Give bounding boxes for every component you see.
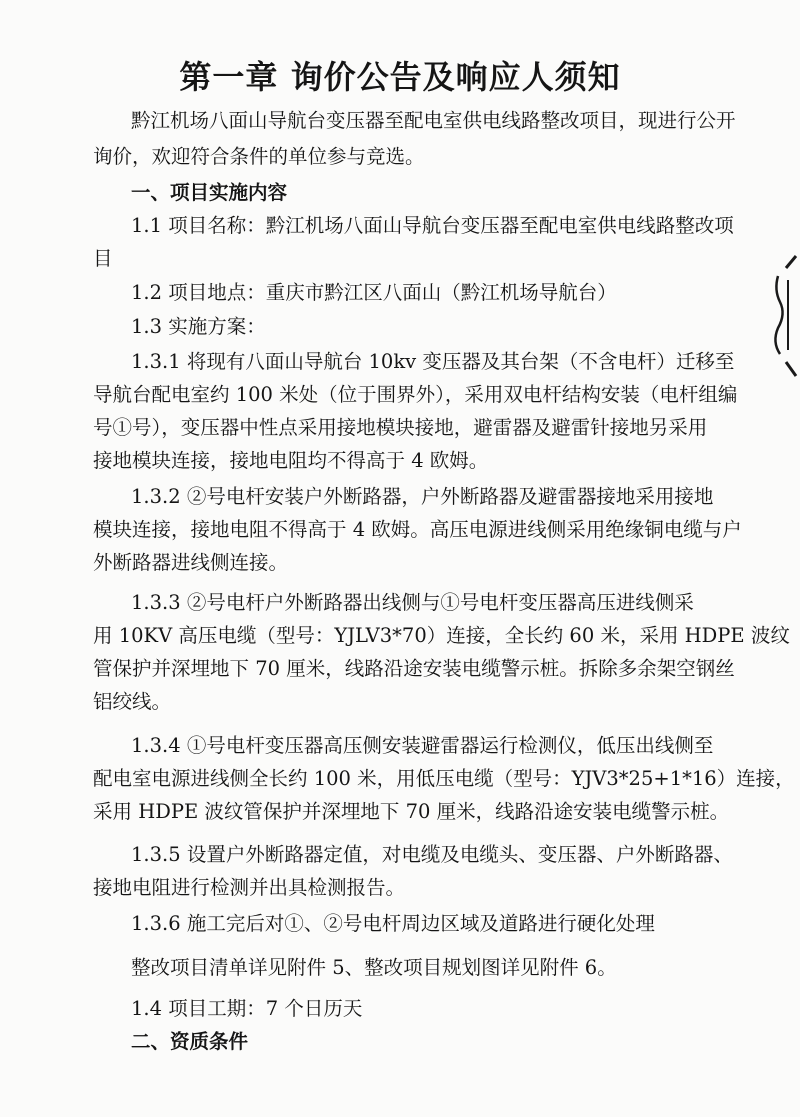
section-heading-1: 一、项目实施内容 xyxy=(131,181,288,204)
bleed-through-shape xyxy=(766,250,800,380)
item-1-3: 1.3 实施方案： xyxy=(131,315,266,338)
item-1-3-3-line-3: 管保护并深埋地下 70 厘米，线路沿途安装电缆警示桩。拆除多余架空钢丝 xyxy=(93,657,735,680)
item-1-2: 1.2 项目地点：重庆市黔江区八面山（黔江机场导航台） xyxy=(131,281,617,304)
item-1-3-4-line-2: 配电室电源进线侧全长约 100 米，用低压电缆（型号：YJV3*25+1*16）连接， xyxy=(93,767,795,790)
item-1-3-1-line-1: 1.3.1 将现有八面山导航台 10kv 变压器及其台架（不含电杆）迁移至 xyxy=(131,350,735,373)
intro-line-1: 黔江机场八面山导航台变压器至配电室供电线路整改项目，现进行公开 xyxy=(131,109,736,132)
item-1-3-4-line-3: 采用 HDPE 波纹管保护并深埋地下 70 厘米，线路沿途安装电缆警示桩。 xyxy=(93,800,730,823)
section-heading-2: 二、资质条件 xyxy=(131,1030,249,1053)
item-1-3-6: 1.3.6 施工完后对①、②号电杆周边区域及道路进行硬化处理 xyxy=(131,912,655,935)
bleed-through-mark xyxy=(766,250,800,380)
item-1-3-2-line-2: 模块连接，接地电阻不得高于 4 欧姆。高压电源进线侧采用绝缘铜电缆与户 xyxy=(93,518,742,541)
item-1-4: 1.4 项目工期：7 个日历天 xyxy=(131,997,363,1020)
chapter-title: 第一章 询价公告及响应人须知 xyxy=(179,58,621,96)
item-1-3-1-line-4: 接地模块连接，接地电阻均不得高于 4 欧姆。 xyxy=(93,449,489,472)
item-1-3-3-line-4: 铝绞线。 xyxy=(93,690,172,713)
item-1-3-5-line-1: 1.3.5 设置户外断路器定值，对电缆及电缆头、变压器、户外断路器、 xyxy=(131,843,733,866)
item-1-3-3-line-2: 用 10KV 高压电缆（型号：YJLV3*70）连接，全长约 60 米，采用 HDPE 波纹 xyxy=(93,624,790,647)
item-1-3-1-line-3: 号①号），变压器中性点采用接地模块接地，避雷器及避雷针接地另采用 xyxy=(93,416,708,439)
item-1-1-line-1: 1.1 项目名称：黔江机场八面山导航台变压器至配电室供电线路整改项 xyxy=(131,214,734,237)
item-1-3-4-line-1: 1.3.4 ①号电杆变压器高压侧安装避雷器运行检测仪，低压出线侧至 xyxy=(131,734,714,757)
attachments-note: 整改项目清单详见附件 5、整改项目规划图详见附件 6。 xyxy=(131,956,617,979)
item-1-3-2-line-1: 1.3.2 ②号电杆安装户外断路器，户外断路器及避雷器接地采用接地 xyxy=(131,485,714,508)
item-1-1-line-2: 目 xyxy=(93,247,113,270)
item-1-3-3-line-1: 1.3.3 ②号电杆户外断路器出线侧与①号电杆变压器高压进线侧采 xyxy=(131,591,694,614)
item-1-3-1-line-2: 导航台配电室约 100 米处（位于围界外），采用双电杆结构安装（电杆组编 xyxy=(93,383,738,406)
item-1-3-2-line-3: 外断路器进线侧连接。 xyxy=(93,551,289,574)
intro-line-2: 询价，欢迎符合条件的单位参与竞选。 xyxy=(93,145,425,168)
item-1-3-5-line-2: 接地电阻进行检测并出具检测报告。 xyxy=(93,876,406,899)
